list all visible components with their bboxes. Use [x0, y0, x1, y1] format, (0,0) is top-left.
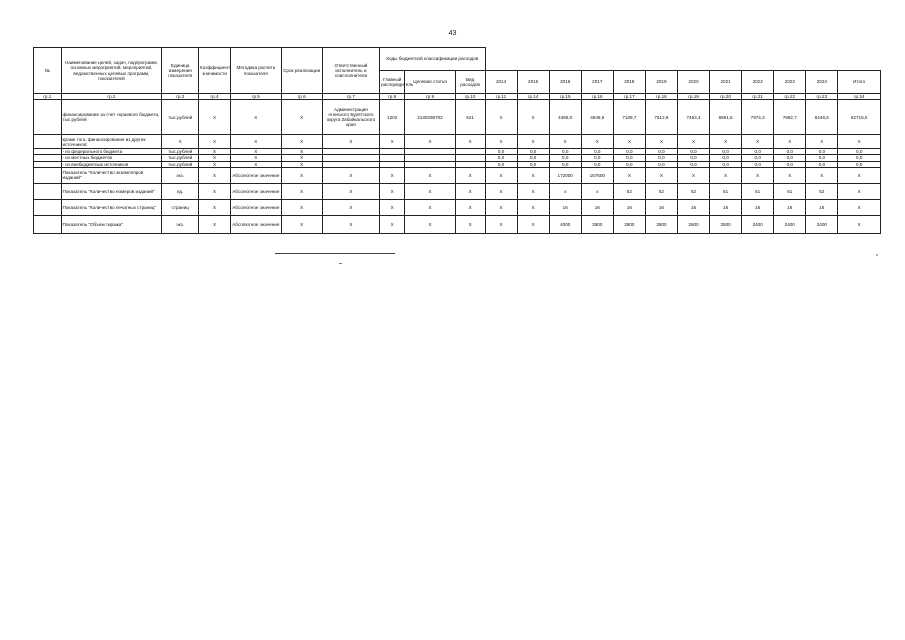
table-cell: Х: [455, 135, 485, 149]
row-name: Показатель "Объем тиража": [61, 215, 162, 233]
column-number: гр.14: [517, 94, 549, 100]
header-budget-codes: Коды бюджетной классификации расходов: [380, 48, 485, 71]
row-name: - из внебюджетных источников: [61, 161, 162, 167]
table-cell: Х: [806, 135, 838, 149]
table-cell: 0,0: [806, 155, 838, 161]
table-cell: Х: [380, 167, 405, 183]
table-cell: 0,0: [485, 161, 517, 167]
table-cell: 0,0: [677, 155, 709, 161]
table-cell: 7463,4: [677, 100, 709, 135]
column-number: гр.15: [549, 94, 581, 100]
table-cell: 7982,7: [774, 100, 806, 135]
table-cell: 16: [742, 199, 774, 215]
table-cell: Х: [677, 135, 709, 149]
row-num-cell: [34, 199, 62, 215]
column-number: гр.2: [61, 94, 162, 100]
table-cell: Х: [281, 215, 322, 233]
table-cell: 16: [613, 199, 645, 215]
table-cell: Х: [742, 135, 774, 149]
table-cell: Х: [405, 135, 455, 149]
footer-line: [275, 253, 395, 254]
table-cell: Х: [199, 135, 231, 149]
table-cell: 6691,5: [710, 100, 742, 135]
table-cell: 1202: [380, 100, 405, 135]
table-row: [34, 183, 881, 199]
header-unit: Единица измерения показателя: [162, 48, 199, 94]
table-cell: Х: [405, 183, 455, 199]
table-cell: Х: [281, 167, 322, 183]
table-cell: Х: [613, 135, 645, 149]
row-name: - из федерального бюджета: [61, 149, 162, 155]
table-cell: Администрация Агинского Бурятского округа Забайкальского края: [322, 100, 379, 135]
table-cell: Х: [322, 167, 379, 183]
table-cell: Х: [517, 100, 549, 135]
row-name: - из местных бюджетов: [61, 155, 162, 161]
table-cell: 0,0: [517, 161, 549, 167]
table-cell: Х: [231, 100, 281, 135]
row-name: Показатель "Количество печатных страниц": [61, 199, 162, 215]
table-cell: Х: [485, 167, 517, 183]
header-year: 2020: [677, 71, 709, 94]
table-cell: 16: [549, 199, 581, 215]
table-cell: 0,0: [806, 161, 838, 167]
row-name: финансирование за счет «краевого бюджета, тыс.рублей: [61, 100, 162, 135]
table-cell: Х: [806, 167, 838, 183]
table-row: [34, 167, 881, 183]
table-cell: ед.: [162, 183, 199, 199]
table-cell: Х: [199, 100, 231, 135]
table-cell: тыс.рублей: [162, 149, 199, 155]
table-cell: тыс.рублей: [162, 161, 199, 167]
table-cell: Х: [405, 215, 455, 233]
table-cell: Х: [485, 215, 517, 233]
table-cell: Х: [549, 135, 581, 149]
row-num-cell: [34, 167, 62, 183]
table-cell: 51: [742, 183, 774, 199]
column-number: гр.21: [742, 94, 774, 100]
column-number: гр.4: [199, 94, 231, 100]
header-name: Наименование целей, задач, подпрограмм, основных мероприятий, мероприятий, ведомственных целевых программ, показателей: [61, 48, 162, 94]
header-year: 2023: [774, 71, 806, 94]
table-cell: 0,0: [581, 155, 613, 161]
column-number: гр.22: [774, 94, 806, 100]
table-cell: Х: [455, 215, 485, 233]
row-num-cell: [34, 215, 62, 233]
column-number: гр.7: [322, 94, 379, 100]
table-cell: 16: [581, 199, 613, 215]
table-cell: Х: [774, 135, 806, 149]
table-cell: Х: [838, 135, 881, 149]
table-cell: Х: [322, 199, 379, 215]
row-name: кроме того, финансирование из других источников:: [61, 135, 162, 149]
table-cell: х: [549, 183, 581, 199]
table-cell: Х: [405, 167, 455, 183]
table-cell: 0,0: [806, 149, 838, 155]
table-cell: Х: [838, 167, 881, 183]
table-cell: Х: [281, 183, 322, 199]
table-cell: 172000: [549, 167, 581, 183]
row-name: Показатель "Количество номеров изданий": [61, 183, 162, 199]
table-cell: 0,0: [613, 155, 645, 161]
table-cell: Х: [485, 100, 517, 135]
table-row: [34, 215, 881, 233]
table-cell: экз.: [162, 167, 199, 183]
table-cell: 52: [677, 183, 709, 199]
header-num: №: [34, 48, 62, 94]
table-row: [34, 199, 881, 215]
table-cell: Х: [281, 100, 322, 135]
column-number: гр.18: [645, 94, 677, 100]
table-cell: Х: [231, 135, 281, 149]
table-cell: 52: [806, 183, 838, 199]
table-cell: 0,0: [838, 161, 881, 167]
table-cell: 2500: [710, 215, 742, 233]
table-cell: Х: [645, 135, 677, 149]
table-cell: Абсолютное значение: [231, 199, 281, 215]
column-number: гр.8: [380, 94, 405, 100]
header-vr: Вид расходов: [455, 71, 485, 94]
table-cell: 52: [613, 183, 645, 199]
table-cell: 0,0: [774, 155, 806, 161]
table-cell: Х: [710, 135, 742, 149]
table-cell: 52: [645, 183, 677, 199]
table-cell: Х: [162, 135, 199, 149]
table-cell: 16: [710, 199, 742, 215]
table-cell: 0,0: [838, 149, 881, 155]
table-cell: Х: [645, 167, 677, 183]
page-number: 43: [448, 30, 457, 37]
table-cell: Х: [613, 167, 645, 183]
table-cell: 2400: [774, 215, 806, 233]
table-cell: 0,0: [549, 155, 581, 161]
table-cell: Х: [199, 215, 231, 233]
table-cell: 51: [710, 183, 742, 199]
table-cell: Х: [455, 183, 485, 199]
table-cell: страниц: [162, 199, 199, 215]
table-cell: 7974,3: [742, 100, 774, 135]
column-number: гр.1: [34, 94, 62, 100]
table-cell: Х: [380, 183, 405, 199]
table-cell: Х: [281, 135, 322, 149]
table-cell: Х: [455, 167, 485, 183]
table-cell: 0,0: [710, 155, 742, 161]
table-cell: Абсолютное значение: [231, 183, 281, 199]
table-cell: Х: [581, 135, 613, 149]
table-cell: 0,0: [485, 149, 517, 155]
table-cell: экз.: [162, 215, 199, 233]
footer-mark: *: [876, 254, 878, 260]
header-total: Итого: [838, 71, 881, 94]
table-cell: 0,0: [549, 161, 581, 167]
column-number: гр.24: [838, 94, 881, 100]
header-year: 2016: [549, 71, 581, 94]
table-cell: Х: [485, 199, 517, 215]
table-cell: Х: [485, 135, 517, 149]
table-cell: 7109,7: [613, 100, 645, 135]
table-cell: 0,0: [710, 149, 742, 155]
table-cell: Х: [677, 167, 709, 183]
table-cell: 0,0: [742, 149, 774, 155]
table-cell: Х: [281, 199, 322, 215]
table-cell: 4849,5: [581, 100, 613, 135]
table-cell: 4000: [549, 215, 581, 233]
table-cell: 0,0: [774, 149, 806, 155]
table-cell: Х: [517, 215, 549, 233]
header-year: 2017: [581, 71, 613, 94]
table-cell: 0,0: [645, 161, 677, 167]
table-cell: Х: [380, 135, 405, 149]
column-number: гр.3: [162, 94, 199, 100]
table-cell: Х: [281, 149, 322, 155]
table-cell: Х: [838, 215, 881, 233]
table-cell: Х: [742, 167, 774, 183]
table-cell: 3500: [581, 215, 613, 233]
table-cell: тыс.рублей: [162, 100, 199, 135]
table-cell: Х: [231, 149, 281, 155]
table-cell: 16: [806, 199, 838, 215]
table-cell: Х: [199, 155, 231, 161]
table-cell: 16: [677, 199, 709, 215]
table-cell: Х: [199, 167, 231, 183]
table-cell: Абсолютное значение: [231, 215, 281, 233]
program-table: [33, 47, 881, 234]
header-year: 2019: [645, 71, 677, 94]
table-cell: Абсолютное значение: [231, 167, 281, 183]
table-cell: 0,0: [742, 155, 774, 161]
row-num-cell: [34, 135, 62, 149]
table-cell: Х: [517, 199, 549, 215]
footer-dash: [339, 263, 342, 264]
table-cell: 621: [455, 100, 485, 135]
table-cell: Х: [517, 135, 549, 149]
header-coef: Коэффициент значимости: [199, 48, 231, 94]
table-cell: Х: [774, 167, 806, 183]
table-cell: 0,0: [645, 155, 677, 161]
table-cell: 0,0: [549, 149, 581, 155]
table-cell: Х: [517, 167, 549, 183]
table-cell: 0,0: [677, 149, 709, 155]
table-cell: тыс.рублей: [162, 155, 199, 161]
table-cell: Х: [231, 155, 281, 161]
table-cell: 2800: [613, 215, 645, 233]
table-cell: 2600: [677, 215, 709, 233]
table-cell: Х: [838, 199, 881, 215]
header-period: Срок реализации: [281, 48, 322, 94]
column-number: гр.10: [455, 94, 485, 100]
header-blank: [485, 48, 880, 71]
table-cell: 2400: [806, 215, 838, 233]
table-cell: 0,0: [710, 161, 742, 167]
table-cell: х: [581, 183, 613, 199]
table-cell: 0,0: [613, 149, 645, 155]
header-gr: Главный распорядитель: [380, 71, 405, 94]
table-cell: 2800: [645, 215, 677, 233]
header-method: Методика расчета показателя: [231, 48, 281, 94]
table-cell: 16: [774, 199, 806, 215]
header-year: 2021: [710, 71, 742, 94]
table-cell: Х: [838, 183, 881, 199]
header-row-1: [34, 48, 881, 71]
column-number: гр.20: [710, 94, 742, 100]
row-num-cell: [34, 183, 62, 199]
header-year: 2018: [613, 71, 645, 94]
table-cell: 0,0: [677, 161, 709, 167]
table-cell: 8246,5: [806, 100, 838, 135]
table-cell: Х: [485, 183, 517, 199]
table-cell: 2130298702: [405, 100, 455, 135]
table-cell: Х: [322, 183, 379, 199]
table-cell: 51: [774, 183, 806, 199]
table-cell: 0,0: [774, 161, 806, 167]
column-number: гр.16: [581, 94, 613, 100]
table-row: [34, 100, 881, 135]
header-cs: Целевая статья: [405, 71, 455, 94]
table-cell: Х: [405, 199, 455, 215]
header-executor: Ответственный исполнитель и соисполнители: [322, 48, 379, 94]
column-number: гр.9: [405, 94, 455, 100]
row-name: Показатель "Количество экземпляров изданий": [61, 167, 162, 183]
table-cell: 2400: [742, 215, 774, 233]
table-cell: Х: [231, 161, 281, 167]
table-cell: Х: [380, 215, 405, 233]
table-cell: 0,0: [517, 155, 549, 161]
column-number: гр.23: [806, 94, 838, 100]
table-cell: 0,0: [485, 155, 517, 161]
table-cell: Х: [199, 199, 231, 215]
table-cell: Х: [710, 167, 742, 183]
table-cell: Х: [322, 135, 379, 149]
column-number: гр.6: [281, 94, 322, 100]
row-num-cell: [34, 100, 62, 135]
table-cell: Х: [281, 155, 322, 161]
header-year: 2024: [806, 71, 838, 94]
table-cell: Х: [199, 183, 231, 199]
column-number: гр.5: [231, 94, 281, 100]
column-number: гр.11: [485, 94, 517, 100]
table-cell: 157600: [581, 167, 613, 183]
table-cell: Х: [199, 149, 231, 155]
table-cell: 62715,5: [838, 100, 881, 135]
header-year: 2015: [517, 71, 549, 94]
table-cell: 0,0: [517, 149, 549, 155]
header-year: 2014: [485, 71, 517, 94]
table-cell: Х: [199, 161, 231, 167]
table-cell: Х: [517, 183, 549, 199]
column-number: гр.17: [613, 94, 645, 100]
table-cell: 0,0: [645, 149, 677, 155]
table-cell: 0,0: [581, 161, 613, 167]
table-row: [34, 135, 881, 149]
table-cell: 16: [645, 199, 677, 215]
table-cell: Х: [455, 199, 485, 215]
table-cell: 0,0: [613, 161, 645, 167]
header-year: 2022: [742, 71, 774, 94]
table-cell: 0,0: [838, 155, 881, 161]
column-number: гр.19: [677, 94, 709, 100]
table-cell: Х: [322, 215, 379, 233]
table-cell: Х: [380, 199, 405, 215]
table-cell: 7612,9: [645, 100, 677, 135]
table-cell: Х: [281, 161, 322, 167]
table-cell: 0,0: [742, 161, 774, 167]
table-cell: 0,0: [581, 149, 613, 155]
table-cell: 4466,0: [549, 100, 581, 135]
